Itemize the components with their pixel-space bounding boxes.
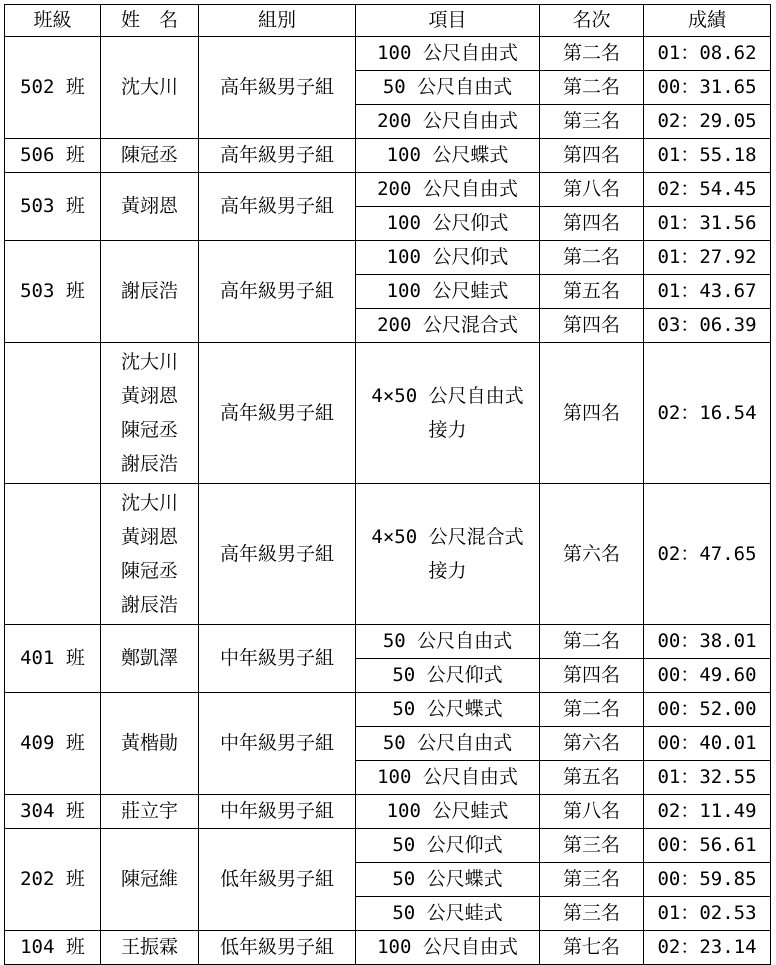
score-cell: 01：02.53 xyxy=(644,897,771,931)
name-cell xyxy=(101,829,199,931)
event-cell: 200 公尺混合式 xyxy=(356,309,540,343)
event-line: 4×50 公尺自由式 xyxy=(371,385,524,407)
score-cell: 03：06.39 xyxy=(644,309,771,343)
event-cell: 50 公尺蝶式 xyxy=(356,863,540,897)
student-name: 沈大川 xyxy=(120,76,178,98)
rank-cell: 第二名 xyxy=(540,241,644,275)
student-name: 黃翊恩 xyxy=(120,526,178,548)
score-cell: 00：49.60 xyxy=(644,659,771,693)
event-cell: 200 公尺自由式 xyxy=(356,173,540,207)
student-name: 陳冠丞 xyxy=(120,560,178,582)
header-score: 成績 xyxy=(644,5,771,37)
rank-cell: 第四名 xyxy=(540,309,644,343)
class-cell: 506 班 xyxy=(5,139,101,173)
score-cell: 00：56.61 xyxy=(644,829,771,863)
class-cell: 409 班 xyxy=(5,693,101,795)
score-cell: 01：43.67 xyxy=(644,275,771,309)
student-name: 陳冠維 xyxy=(120,868,178,890)
rank-cell: 第三名 xyxy=(540,829,644,863)
event-cell: 100 公尺蛙式 xyxy=(356,795,540,829)
results-table xyxy=(4,4,771,965)
student-name: 黃楷勛 xyxy=(120,732,178,754)
rank-cell: 第八名 xyxy=(540,173,644,207)
event-cell: 100 公尺自由式 xyxy=(356,931,540,965)
event-cell: 100 公尺自由式 xyxy=(356,37,540,71)
score-cell: 01：31.56 xyxy=(644,207,771,241)
rank-cell: 第二名 xyxy=(540,37,644,71)
class-cell: 503 班 xyxy=(5,173,101,241)
table-row xyxy=(5,829,771,863)
table-row xyxy=(5,693,771,727)
name-cell xyxy=(101,173,199,241)
rank-cell: 第三名 xyxy=(540,897,644,931)
event-line: 接力 xyxy=(428,419,467,441)
rank-cell: 第二名 xyxy=(540,693,644,727)
name-cell xyxy=(101,625,199,693)
division-cell: 中年級男子組 xyxy=(199,795,356,829)
table-row xyxy=(5,795,771,829)
student-name: 陳冠丞 xyxy=(120,419,178,441)
table-row xyxy=(5,37,771,71)
event-line: 接力 xyxy=(428,560,467,582)
class-cell: 502 班 xyxy=(5,37,101,139)
table-row xyxy=(5,241,771,275)
class-cell: 401 班 xyxy=(5,625,101,693)
rank-cell: 第四名 xyxy=(540,343,644,484)
event-cell: 100 公尺自由式 xyxy=(356,761,540,795)
rank-cell: 第五名 xyxy=(540,761,644,795)
event-cell: 100 公尺仰式 xyxy=(356,207,540,241)
rank-cell: 第七名 xyxy=(540,931,644,965)
event-cell: 50 公尺自由式 xyxy=(356,625,540,659)
name-cell xyxy=(101,37,199,139)
score-cell: 00：52.00 xyxy=(644,693,771,727)
event-cell: 50 公尺自由式 xyxy=(356,71,540,105)
event-cell: 200 公尺自由式 xyxy=(356,105,540,139)
student-name: 黃翊恩 xyxy=(120,385,178,407)
table-row xyxy=(5,931,771,965)
name-cell xyxy=(101,484,199,625)
student-name: 王振霖 xyxy=(120,936,178,958)
division-cell: 低年級男子組 xyxy=(199,829,356,931)
class-cell: 304 班 xyxy=(5,795,101,829)
score-cell: 02：16.54 xyxy=(644,343,771,484)
name-cell xyxy=(101,139,199,173)
division-cell: 高年級男子組 xyxy=(199,343,356,484)
division-cell: 高年級男子組 xyxy=(199,173,356,241)
event-cell xyxy=(356,343,540,484)
event-cell: 100 公尺蝶式 xyxy=(356,139,540,173)
event-cell: 50 公尺自由式 xyxy=(356,727,540,761)
table-row xyxy=(5,343,771,484)
score-cell: 00：31.65 xyxy=(644,71,771,105)
rank-cell: 第三名 xyxy=(540,105,644,139)
table-row xyxy=(5,625,771,659)
score-cell: 01：32.55 xyxy=(644,761,771,795)
score-cell: 02：29.05 xyxy=(644,105,771,139)
header-rank: 名次 xyxy=(540,5,644,37)
rank-cell: 第二名 xyxy=(540,625,644,659)
header-row xyxy=(5,5,771,37)
event-cell: 100 公尺蛙式 xyxy=(356,275,540,309)
student-name: 黃翊恩 xyxy=(120,195,178,217)
rank-cell: 第二名 xyxy=(540,71,644,105)
score-cell: 02：11.49 xyxy=(644,795,771,829)
class-cell: 503 班 xyxy=(5,241,101,343)
event-cell: 50 公尺蝶式 xyxy=(356,693,540,727)
student-name: 莊立宇 xyxy=(120,800,178,822)
event-cell: 100 公尺仰式 xyxy=(356,241,540,275)
table-row xyxy=(5,139,771,173)
division-cell: 中年級男子組 xyxy=(199,693,356,795)
results-body xyxy=(5,37,771,965)
header-name: 姓 名 xyxy=(101,5,199,37)
score-cell: 02：54.45 xyxy=(644,173,771,207)
division-cell: 高年級男子組 xyxy=(199,37,356,139)
student-name: 沈大川 xyxy=(120,492,178,514)
event-cell: 50 公尺仰式 xyxy=(356,659,540,693)
header-division: 組別 xyxy=(199,5,356,37)
event-line: 4×50 公尺混合式 xyxy=(371,526,524,548)
student-name: 謝辰浩 xyxy=(120,594,178,616)
score-cell: 02：47.65 xyxy=(644,484,771,625)
header-class: 班級 xyxy=(5,5,101,37)
rank-cell: 第六名 xyxy=(540,484,644,625)
score-cell: 00：38.01 xyxy=(644,625,771,659)
event-cell: 50 公尺蛙式 xyxy=(356,897,540,931)
class-cell xyxy=(5,343,101,484)
rank-cell: 第四名 xyxy=(540,139,644,173)
rank-cell: 第六名 xyxy=(540,727,644,761)
division-cell: 中年級男子組 xyxy=(199,625,356,693)
score-cell: 00：59.85 xyxy=(644,863,771,897)
score-cell: 02：23.14 xyxy=(644,931,771,965)
rank-cell: 第四名 xyxy=(540,207,644,241)
score-cell: 01：55.18 xyxy=(644,139,771,173)
table-row xyxy=(5,484,771,625)
division-cell: 低年級男子組 xyxy=(199,931,356,965)
name-cell xyxy=(101,343,199,484)
score-cell: 01：08.62 xyxy=(644,37,771,71)
header-event: 項目 xyxy=(356,5,540,37)
class-cell: 202 班 xyxy=(5,829,101,931)
rank-cell: 第五名 xyxy=(540,275,644,309)
name-cell xyxy=(101,693,199,795)
student-name: 沈大川 xyxy=(120,351,178,373)
table-row xyxy=(5,173,771,207)
score-cell: 01：27.92 xyxy=(644,241,771,275)
rank-cell: 第四名 xyxy=(540,659,644,693)
division-cell: 高年級男子組 xyxy=(199,139,356,173)
rank-cell: 第八名 xyxy=(540,795,644,829)
name-cell xyxy=(101,795,199,829)
event-cell xyxy=(356,484,540,625)
name-cell xyxy=(101,931,199,965)
student-name: 鄭凱澤 xyxy=(120,647,178,669)
class-cell xyxy=(5,484,101,625)
student-name: 謝辰浩 xyxy=(120,453,178,475)
score-cell: 00：40.01 xyxy=(644,727,771,761)
event-cell: 50 公尺仰式 xyxy=(356,829,540,863)
division-cell: 高年級男子組 xyxy=(199,484,356,625)
name-cell xyxy=(101,241,199,343)
student-name: 陳冠丞 xyxy=(120,144,178,166)
student-name: 謝辰浩 xyxy=(120,280,178,302)
class-cell: 104 班 xyxy=(5,931,101,965)
rank-cell: 第三名 xyxy=(540,863,644,897)
division-cell: 高年級男子組 xyxy=(199,241,356,343)
